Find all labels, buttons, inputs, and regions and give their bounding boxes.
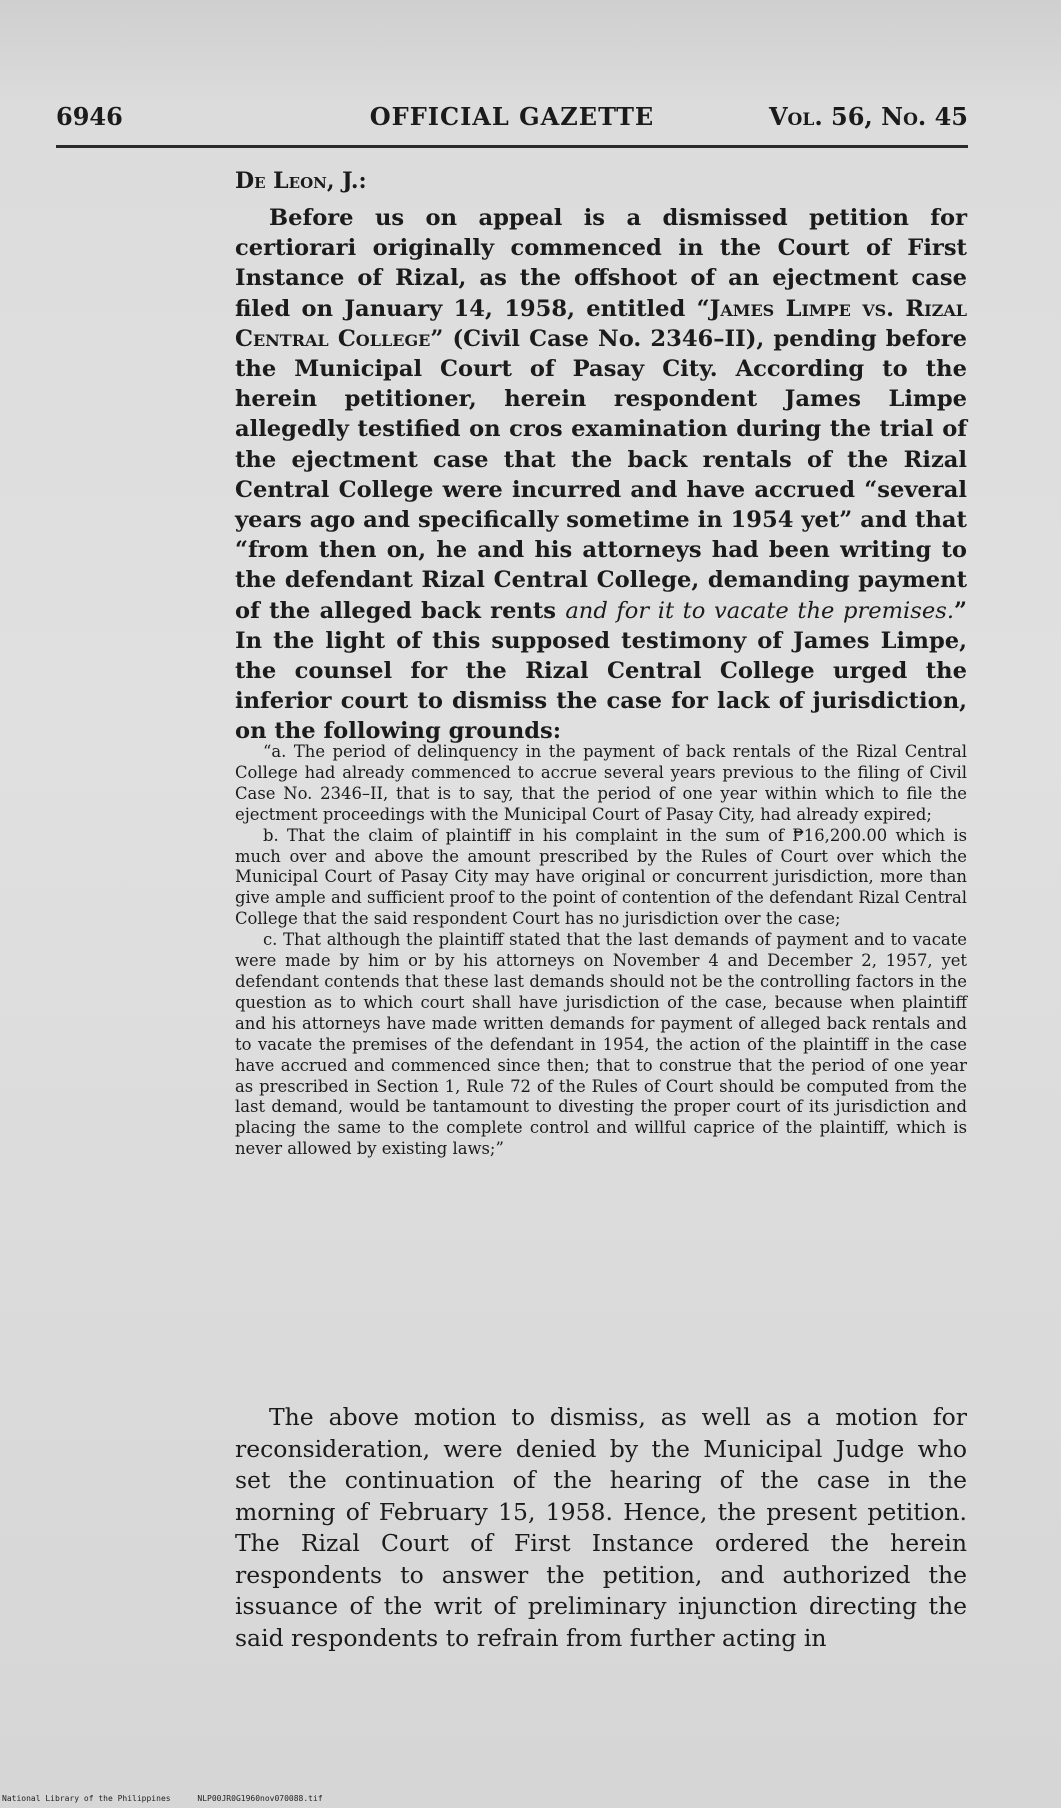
page-number: 6946: [56, 102, 123, 131]
paragraph-1: [235, 203, 967, 747]
paragraph-2: The above motion to dismiss, as well as a motion for reconsideration, were denied by the Municipal Judge who set the continuation of the hearing of the case in the morning of February 15, 1958. Hence, the present petition. The Rizal Court of First Instance ordered the herein respondents to answer the petition, and authorized the issuance of the writ of preliminary injunction directing the said respondents to refrain from further acting in: [235, 1403, 967, 1652]
quoted-grounds: [235, 742, 967, 1160]
author-line: De Leon, J.:: [235, 168, 367, 194]
ground-b: b. That the claim of plaintiff in his complaint in the sum of ₱16,200.00 which is much over and above the amount prescribed by the Rules of Court over which the Municipal Court of Pasay City may have original or concurrent jurisdiction, more than give ample and sufficient proof to the point of contention of the defendant Rizal Central College that the said respondent Court has no jurisdiction over the case;: [235, 825, 967, 929]
volume-number: Vol. 56, No. 45: [768, 102, 968, 131]
publication-title: OFFICIAL GAZETTE: [369, 102, 655, 131]
paragraph-1-italic: and for it to vacate the premises.: [565, 597, 955, 624]
paragraph-1-text-a: Before us on appeal is a dismissed petition for certiorari originally commenced in the Court of First Instance of Rizal, as the offshoot of an ejectment case filed on January 14, 1958, entitled “: [235, 205, 967, 322]
page-header: [56, 96, 968, 136]
paragraph-1-text-b: ” (Civil Case No. 2346–II), pending before the Municipal Court of Pasay City. According to the herein petitioner, herein respondent James Limpe allegedly testified on cros examination during the trial of the ejectment case that the back rentals of the Rizal Central College were incurred and have accrued “several years ago and specifically sometime in 1954 yet” and that “from then on, he and his attorneys had been writing to the defendant Rizal Central College, demanding payment of the alleged back rents: [235, 325, 968, 624]
scan-footer: [2, 1794, 345, 1803]
ground-a: “a. The period of delinquency in the payment of back rentals of the Rizal Central College had already commenced to accrue several years previous to the filing of Civil Case No. 2346–II, that is to say, that the period of one year within which to file the ejectment proceedings with the Municipal Court of Pasay City, had already expired;: [235, 742, 967, 824]
case-title: James Limpe vs. Rizal Central College: [235, 295, 967, 352]
library-credit: National Library of the Philippines: [2, 1794, 171, 1803]
paragraph-1-text-c: ” In the light of this supposed testimony of James Limpe, the counsel for the Rizal Central College urged the inferior court to dismiss the case for lack of jurisdiction, on the following grounds:: [235, 597, 968, 745]
header-rule: [56, 145, 968, 148]
file-name: NLP00JR0G1960nov070088.tif: [197, 1794, 323, 1803]
ground-c: c. That although the plaintiff stated that the last demands of payment and to vacate were made by him or by his attorneys on November 4 and December 2, 1957, yet defendant contends that these last demands should not be the controlling factors in the question as to which court shall have jurisdiction of the case, because when plaintiff and his attorneys have made written demands for payment of alleged back rentals and to vacate the premises of the defendant in 1954, the action of the plaintiff in the case have accrued and commenced since then; that to construe that the period of one year as prescribed in Section 1, Rule 72 of the Rules of Court should be computed from the last demand, would be tantamount to divesting the proper court of its jurisdiction and placing the same to the complete control and willful caprice of the plaintiff, which is never allowed by existing laws;”: [235, 930, 967, 1159]
